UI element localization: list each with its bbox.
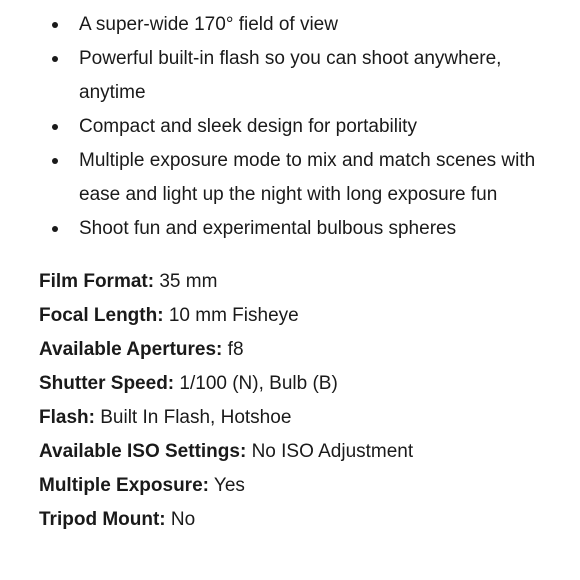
feature-item [39,8,550,42]
feature-text: Shoot fun and experimental bulbous spheres [79,218,457,239]
spec-label: Available Apertures: [39,339,223,360]
spec-label: Multiple Exposure: [39,475,209,496]
spec-value: 10 mm Fisheye [163,305,299,326]
spec-label: Shutter Speed: [39,373,175,394]
feature-item [39,110,550,144]
spec-label: Film Format: [39,271,155,292]
feature-item [39,144,550,212]
spec-film-format [39,265,550,299]
feature-text: Compact and sleek design for portability [79,116,417,137]
spec-label: Available ISO Settings: [39,441,247,462]
bullet-icon [52,124,58,130]
feature-list [39,8,550,246]
bullet-icon [52,22,58,28]
spec-focal-length [39,299,550,333]
bullet-icon [52,158,58,164]
spec-multiple-exposure [39,469,550,503]
spec-value: f8 [222,339,244,360]
spec-shutter-speed [39,367,550,401]
feature-text: A super-wide 170° field of view [79,14,338,35]
feature-item [39,212,550,246]
feature-text: Powerful built-in flash so you can shoot anywhere, anytime [79,48,502,103]
spec-value: Yes [208,475,245,496]
spec-list [39,265,550,537]
spec-label: Tripod Mount: [39,509,166,530]
spec-available-apertures [39,333,550,367]
bullet-icon [52,226,58,232]
spec-value: No [165,509,196,530]
feature-item [39,42,550,110]
spec-value: Built In Flash, Hotshoe [94,407,292,428]
bullet-icon [52,56,58,62]
spec-iso-settings [39,435,550,469]
spec-label: Focal Length: [39,305,164,326]
spec-tripod-mount [39,503,550,537]
spec-label: Flash: [39,407,95,428]
spec-flash [39,401,550,435]
feature-text: Multiple exposure mode to mix and match scenes with ease and light up the night with long exposure fun [79,150,536,205]
spec-value: 35 mm [154,271,218,292]
spec-value: 1/100 (N), Bulb (B) [174,373,338,394]
spec-value: No ISO Adjustment [246,441,414,462]
